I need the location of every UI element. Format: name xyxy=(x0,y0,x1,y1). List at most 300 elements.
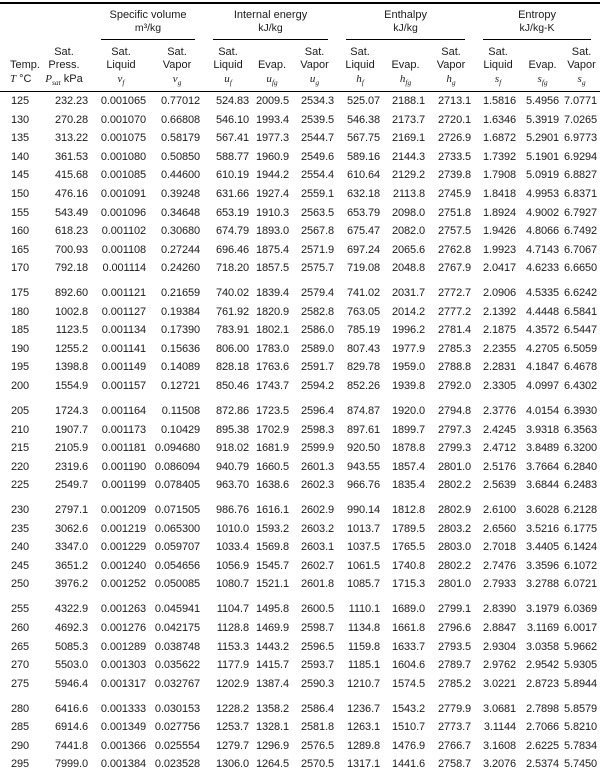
cell-vf: 0.001190 xyxy=(101,460,146,473)
table-row xyxy=(0,402,600,421)
column-group-row xyxy=(0,4,600,40)
cell-hf: 1085.7 xyxy=(347,578,381,591)
cell-hg: 2773.7 xyxy=(438,721,472,734)
cell-hg: 2788.8 xyxy=(438,361,472,374)
cell-temp: 200 xyxy=(11,379,30,392)
cell-sfg: 3.8489 xyxy=(526,442,560,455)
cell-vg: 0.10429 xyxy=(160,423,201,436)
cell-ug: 2589.0 xyxy=(301,342,335,355)
cell-hfg: 1476.9 xyxy=(392,739,426,752)
table-row xyxy=(0,656,600,675)
cell-sg: 5.8579 xyxy=(564,702,598,715)
cell-hf: 653.79 xyxy=(347,206,381,219)
header-line1: Sat. xyxy=(488,46,508,58)
table-row xyxy=(0,737,600,756)
cell-temp: 265 xyxy=(11,640,30,653)
cell-ufg: 1875.4 xyxy=(255,243,290,256)
cell-sg: 6.1072 xyxy=(564,559,598,572)
cell-hg: 2713.1 xyxy=(438,95,472,108)
cell-ug: 2594.2 xyxy=(301,379,335,392)
symbol-letter: P xyxy=(45,73,52,85)
cell-sf: 3.0221 xyxy=(483,677,517,690)
cell-uf: 718.20 xyxy=(215,262,250,275)
group-label: Entropy xyxy=(518,9,557,21)
cell-temp: 260 xyxy=(11,622,30,635)
cell-vg: 0.30680 xyxy=(160,225,201,238)
header-symbol xyxy=(292,73,337,86)
cell-hf: 589.16 xyxy=(347,150,381,163)
cell-hg: 2803.0 xyxy=(438,541,472,554)
cell-ug: 2559.1 xyxy=(301,188,335,200)
cell-hf: 525.07 xyxy=(347,95,381,108)
cell-temp: 235 xyxy=(11,522,30,535)
table-row xyxy=(0,520,600,539)
cell-vg: 0.071505 xyxy=(154,504,201,517)
cell-hg: 2802.2 xyxy=(438,479,472,492)
cell-hg: 2758.7 xyxy=(438,758,472,771)
cell-ufg: 1358.2 xyxy=(255,702,290,715)
cell-vf: 0.001181 xyxy=(101,442,146,455)
table-row xyxy=(0,284,600,303)
symbol-letter: u xyxy=(309,73,316,85)
cell-sfg: 4.0154 xyxy=(526,405,560,418)
cell-sf: 2.5176 xyxy=(483,460,517,473)
symbol-letter: s xyxy=(494,73,500,85)
cell-temp: 155 xyxy=(11,206,30,219)
cell-hfg: 1835.4 xyxy=(392,479,426,492)
cell-temp: 150 xyxy=(11,188,30,200)
cell-sfg: 4.6233 xyxy=(526,262,560,275)
symbol-subscript: fg xyxy=(271,78,278,88)
cell-temp: 135 xyxy=(11,132,30,145)
symbol-unit: kPa xyxy=(63,73,83,85)
cell-uf: 1253.7 xyxy=(215,721,250,734)
cell-vg: 0.038748 xyxy=(154,640,201,653)
cell-hfg: 2048.8 xyxy=(392,262,426,275)
cell-sfg: 4.2705 xyxy=(526,342,560,355)
cell-sfg: 3.4405 xyxy=(526,541,560,554)
cell-hfg: 1899.7 xyxy=(392,423,426,436)
cell-psat: 5085.3 xyxy=(54,640,88,653)
cell-vf: 0.001289 xyxy=(100,640,146,653)
cell-uf: 653.19 xyxy=(215,206,250,219)
symbol-subscript: f xyxy=(499,78,502,88)
cell-hf: 807.43 xyxy=(347,342,381,355)
cell-hfg: 1812.8 xyxy=(392,504,426,517)
cell-hfg: 1939.8 xyxy=(392,379,426,392)
cell-temp: 250 xyxy=(11,578,30,591)
header-line2: Liquid xyxy=(213,59,243,71)
cell-uf: 1202.9 xyxy=(215,677,250,690)
cell-hfg: 1789.5 xyxy=(392,522,426,535)
cell-vg: 0.77012 xyxy=(160,95,201,108)
symbol-subscript: g xyxy=(177,78,182,88)
cell-ug: 2601.3 xyxy=(301,460,335,473)
cell-ug: 2576.5 xyxy=(301,739,335,752)
cell-psat: 5503.0 xyxy=(54,659,88,672)
cell-sf: 2.2831 xyxy=(483,361,517,374)
cell-sfg: 3.6844 xyxy=(526,479,560,492)
saturated-water-table xyxy=(0,2,600,774)
table-row xyxy=(0,439,600,458)
cell-vf: 0.001091 xyxy=(100,188,146,200)
cell-psat: 7441.8 xyxy=(54,739,88,752)
cell-vf: 0.001096 xyxy=(100,206,146,219)
cell-psat: 6416.6 xyxy=(54,702,88,715)
cell-psat: 415.68 xyxy=(54,169,88,182)
cell-sfg: 2.6225 xyxy=(526,739,560,752)
cell-psat: 618.23 xyxy=(54,225,88,238)
cell-vg: 0.045941 xyxy=(154,603,201,616)
header-line2: Vapor xyxy=(300,59,329,71)
cell-sg: 5.8944 xyxy=(564,677,598,690)
cell-vg: 0.27244 xyxy=(160,243,201,256)
cell-hf: 785.19 xyxy=(347,324,381,337)
symbol-letter: v xyxy=(172,73,178,85)
cell-sg: 6.3930 xyxy=(564,405,598,418)
cell-hf: 1263.1 xyxy=(347,721,381,734)
cell-hfg: 2065.6 xyxy=(392,243,426,256)
cell-hfg: 2173.7 xyxy=(392,113,426,126)
cell-ufg: 1296.9 xyxy=(255,739,290,752)
cell-sf: 2.2355 xyxy=(483,342,517,355)
cell-hfg: 2014.2 xyxy=(392,305,426,318)
cell-hf: 1159.8 xyxy=(347,640,381,653)
cell-vg: 0.050085 xyxy=(154,578,201,591)
column-header-ug xyxy=(292,40,337,92)
header-symbol xyxy=(522,73,563,86)
cell-sf: 2.9762 xyxy=(483,659,517,672)
cell-sf: 3.1608 xyxy=(483,739,517,752)
cell-temp: 210 xyxy=(11,423,30,436)
cell-hfg: 1920.0 xyxy=(392,405,426,418)
cell-ug: 2582.8 xyxy=(301,305,335,318)
header-line2: Temp. xyxy=(10,59,40,71)
cell-psat: 476.16 xyxy=(54,188,88,200)
cell-uf: 783.91 xyxy=(215,324,250,337)
cell-temp: 290 xyxy=(11,739,30,752)
cell-hg: 2801.0 xyxy=(438,460,472,473)
cell-sg: 6.0369 xyxy=(564,603,598,616)
cell-sf: 2.4245 xyxy=(483,423,517,436)
cell-ufg: 1763.6 xyxy=(255,361,290,374)
symbol-subscript: fg xyxy=(541,78,548,88)
cell-uf: 546.10 xyxy=(215,113,250,126)
cell-ug: 2590.3 xyxy=(301,677,335,690)
cell-hfg: 1996.2 xyxy=(392,324,426,337)
cell-vg: 0.21659 xyxy=(160,287,201,300)
cell-ufg: 1802.1 xyxy=(255,324,290,337)
cell-sg: 5.8210 xyxy=(564,721,598,734)
table-row xyxy=(0,240,600,259)
cell-temp: 270 xyxy=(11,659,30,672)
cell-vf: 0.001114 xyxy=(102,262,146,275)
symbol-letter: u xyxy=(266,73,272,85)
cell-sg: 6.4302 xyxy=(564,379,598,392)
column-header-sg xyxy=(563,40,600,92)
cell-ug: 2554.4 xyxy=(301,169,335,182)
group-unit: kJ/kg-K xyxy=(519,22,555,34)
cell-ufg: 1743.7 xyxy=(255,379,290,392)
cell-hg: 2797.3 xyxy=(438,423,472,436)
cell-ufg: 1443.2 xyxy=(255,640,290,653)
cell-sfg: 3.7664 xyxy=(526,460,560,473)
cell-hf: 1037.5 xyxy=(347,541,381,554)
cell-sfg: 2.5374 xyxy=(526,758,560,771)
symbol-subscript: f xyxy=(122,78,125,88)
cell-sf: 2.7476 xyxy=(483,559,517,572)
symbol-letter: h xyxy=(399,73,406,85)
table-row xyxy=(0,148,600,167)
table-row xyxy=(0,674,600,693)
symbol-subscript: g xyxy=(581,78,586,88)
cell-temp: 255 xyxy=(11,603,30,616)
table-body xyxy=(0,92,600,774)
cell-hf: 897.61 xyxy=(347,423,381,436)
cell-ug: 2579.4 xyxy=(301,287,335,300)
column-header-sf xyxy=(474,40,522,92)
cell-sg: 6.6242 xyxy=(564,287,598,300)
cell-hg: 2785.2 xyxy=(438,677,472,690)
cell-temp: 130 xyxy=(11,113,30,126)
cell-vf: 0.001384 xyxy=(100,758,146,771)
cell-hg: 2799.1 xyxy=(438,603,472,616)
cell-sg: 6.9773 xyxy=(564,132,598,145)
cell-sfg: 5.2901 xyxy=(526,132,560,145)
cell-ug: 2567.8 xyxy=(301,225,335,238)
cell-ufg: 1569.8 xyxy=(255,541,290,554)
cell-uf: 1228.2 xyxy=(215,702,250,715)
cell-uf: 674.79 xyxy=(215,225,250,238)
cell-vg: 0.035622 xyxy=(154,659,201,672)
cell-hg: 2772.7 xyxy=(438,287,472,300)
cell-hg: 2789.7 xyxy=(438,659,472,672)
group-unit: kJ/kg xyxy=(393,22,418,34)
cell-ufg: 1521.1 xyxy=(255,578,290,591)
cell-ufg: 1681.9 xyxy=(255,442,290,455)
group-label: Enthalpy xyxy=(384,9,427,21)
cell-sg: 6.7492 xyxy=(564,225,598,238)
column-header-hfg xyxy=(383,40,428,92)
column-group-0 xyxy=(92,4,204,40)
cell-sfg: 2.7898 xyxy=(526,702,560,715)
cell-hfg: 1661.8 xyxy=(392,622,426,635)
cell-sfg: 2.7066 xyxy=(526,721,560,734)
cell-ufg: 1977.3 xyxy=(255,132,290,145)
table-row xyxy=(0,501,600,520)
cell-vg: 0.24260 xyxy=(160,262,201,275)
cell-sf: 2.7933 xyxy=(483,578,517,591)
cell-psat: 232.23 xyxy=(54,95,88,108)
cell-temp: 275 xyxy=(11,677,30,690)
cell-vg: 0.086094 xyxy=(154,460,201,473)
header-line1: Sat. xyxy=(571,46,592,58)
cell-hfg: 1715.3 xyxy=(392,578,426,591)
cell-hfg: 2113.8 xyxy=(392,188,426,200)
cell-psat: 3347.0 xyxy=(54,541,88,554)
cell-uf: 567.41 xyxy=(215,132,250,145)
cell-ug: 2575.7 xyxy=(301,262,335,275)
cell-hf: 719.08 xyxy=(347,262,381,275)
cell-ufg: 1960.9 xyxy=(255,150,290,163)
cell-ug: 2539.5 xyxy=(301,113,335,126)
header-line2: Evap. xyxy=(257,59,287,71)
cell-uf: 524.83 xyxy=(215,95,250,108)
cell-hg: 2792.0 xyxy=(438,379,472,392)
cell-hg: 2762.8 xyxy=(438,243,472,256)
cell-ug: 2603.2 xyxy=(301,522,335,535)
cell-sg: 6.2483 xyxy=(564,479,598,492)
cell-hfg: 2082.0 xyxy=(392,225,426,238)
cell-uf: 940.79 xyxy=(215,460,250,473)
cell-sf: 3.2076 xyxy=(483,758,517,771)
cell-hf: 1134.8 xyxy=(347,622,381,635)
cell-ug: 2534.3 xyxy=(301,95,335,108)
cell-sf: 1.5816 xyxy=(483,95,517,108)
cell-hg: 2793.5 xyxy=(438,640,472,653)
cell-uf: 918.02 xyxy=(215,442,250,455)
cell-ug: 2598.7 xyxy=(301,622,335,635)
column-group-spacer xyxy=(0,4,92,40)
cell-sfg: 4.5335 xyxy=(526,287,560,300)
header-symbol xyxy=(337,73,383,86)
cell-vf: 0.001209 xyxy=(100,504,146,517)
cell-hg: 2799.3 xyxy=(438,442,472,455)
cell-hf: 852.26 xyxy=(347,379,381,392)
cell-hfg: 1441.6 xyxy=(392,758,426,771)
cell-hf: 1110.1 xyxy=(348,603,381,616)
cell-ug: 2601.8 xyxy=(301,578,335,591)
cell-sf: 1.9426 xyxy=(483,225,517,238)
cell-psat: 7999.0 xyxy=(54,758,88,771)
cell-hg: 2785.3 xyxy=(438,342,472,355)
cell-ufg: 1387.4 xyxy=(255,677,290,690)
cell-vg: 0.12721 xyxy=(160,379,201,392)
cell-vg: 0.032767 xyxy=(154,677,201,690)
cell-hg: 2726.9 xyxy=(438,132,472,145)
cell-vf: 0.001199 xyxy=(101,479,146,492)
cell-vf: 0.001349 xyxy=(100,721,146,734)
cell-vf: 0.001333 xyxy=(100,702,146,715)
header-line1: Sat. xyxy=(111,46,131,58)
cell-sfg: 3.6028 xyxy=(526,504,560,517)
cell-sg: 6.3200 xyxy=(564,442,598,455)
column-group-header xyxy=(483,9,591,40)
cell-vf: 0.001219 xyxy=(100,522,146,535)
cell-ug: 2593.7 xyxy=(301,659,335,672)
cell-ufg: 1893.0 xyxy=(255,225,290,238)
cell-vf: 0.001121 xyxy=(101,287,146,300)
cell-ug: 2602.9 xyxy=(301,504,335,517)
cell-temp: 185 xyxy=(11,324,30,337)
cell-ufg: 1545.7 xyxy=(255,559,290,572)
symbol-subscript: fg xyxy=(405,78,412,88)
cell-hfg: 2031.7 xyxy=(392,287,426,300)
cell-vg: 0.023528 xyxy=(154,758,201,771)
symbol-letter: u xyxy=(224,73,230,85)
cell-hg: 2779.9 xyxy=(438,702,472,715)
cell-vf: 0.001127 xyxy=(101,305,146,318)
header-line2: Vapor xyxy=(436,59,466,71)
cell-uf: 696.46 xyxy=(215,243,250,256)
cell-hf: 966.76 xyxy=(347,479,381,492)
cell-vg: 0.054656 xyxy=(154,559,201,572)
cell-vg: 0.66808 xyxy=(160,113,201,126)
cell-sg: 7.0771 xyxy=(564,95,598,108)
cell-ug: 2586.4 xyxy=(301,702,335,715)
cell-hf: 943.55 xyxy=(347,460,381,473)
column-header-ufg xyxy=(252,40,292,92)
cell-hf: 632.18 xyxy=(347,188,381,200)
cell-vg: 0.065300 xyxy=(154,522,201,535)
cell-sg: 6.2840 xyxy=(564,460,598,473)
cell-hfg: 1977.9 xyxy=(392,342,426,355)
cell-ug: 2596.5 xyxy=(301,640,335,653)
cell-vf: 0.001276 xyxy=(100,622,146,635)
cell-sfg: 5.1901 xyxy=(526,150,560,163)
header-line1: Sat. xyxy=(218,46,238,58)
cell-hg: 2801.0 xyxy=(438,578,472,591)
cell-uf: 1033.4 xyxy=(215,541,250,554)
cell-sfg: 4.9953 xyxy=(526,188,560,200)
cell-hfg: 2144.3 xyxy=(392,150,426,163)
cell-vg: 0.059707 xyxy=(154,541,201,554)
table-row xyxy=(0,166,600,185)
cell-vf: 0.001229 xyxy=(100,541,146,554)
header-line2: Liquid xyxy=(345,59,375,71)
cell-uf: 1010.0 xyxy=(215,522,250,535)
cell-uf: 1056.9 xyxy=(215,559,250,572)
cell-sg: 5.7450 xyxy=(564,758,598,771)
cell-sfg: 4.1847 xyxy=(526,361,560,374)
table-row xyxy=(0,538,600,557)
cell-ug: 2599.9 xyxy=(301,442,335,455)
cell-sf: 1.7392 xyxy=(483,150,517,163)
table-row xyxy=(0,259,600,278)
table-row xyxy=(0,600,600,619)
cell-hf: 829.78 xyxy=(347,361,381,374)
cell-vg: 0.39248 xyxy=(160,188,201,200)
cell-vg: 0.042175 xyxy=(154,622,201,635)
cell-psat: 2797.1 xyxy=(54,504,88,517)
cell-uf: 1128.8 xyxy=(216,622,250,635)
cell-uf: 1104.7 xyxy=(216,603,250,616)
group-unit: kJ/kg xyxy=(258,22,283,34)
table-row xyxy=(0,203,600,222)
cell-hfg: 1878.8 xyxy=(392,442,426,455)
cell-sfg: 4.9002 xyxy=(526,206,560,219)
symbol-subscript: g xyxy=(451,78,456,88)
table-row xyxy=(0,129,600,148)
cell-vf: 0.001317 xyxy=(100,677,146,690)
symbol-letter: h xyxy=(446,73,452,85)
cell-ug: 2563.5 xyxy=(301,206,335,219)
cell-uf: 986.76 xyxy=(215,504,250,517)
cell-sf: 2.4712 xyxy=(483,442,517,455)
table-row xyxy=(0,457,600,476)
cell-vf: 0.001075 xyxy=(100,132,146,145)
cell-ug: 2570.5 xyxy=(301,758,335,771)
header-line1: Sat. xyxy=(441,46,461,58)
header-symbol xyxy=(36,73,92,86)
cell-hfg: 1604.6 xyxy=(392,659,426,672)
cell-hg: 2767.9 xyxy=(438,262,472,275)
cell-ufg: 1660.5 xyxy=(255,460,290,473)
cell-vf: 0.001134 xyxy=(101,324,146,337)
cell-psat: 270.28 xyxy=(54,113,88,126)
column-header-row xyxy=(0,40,600,92)
cell-sf: 2.0417 xyxy=(483,262,517,275)
